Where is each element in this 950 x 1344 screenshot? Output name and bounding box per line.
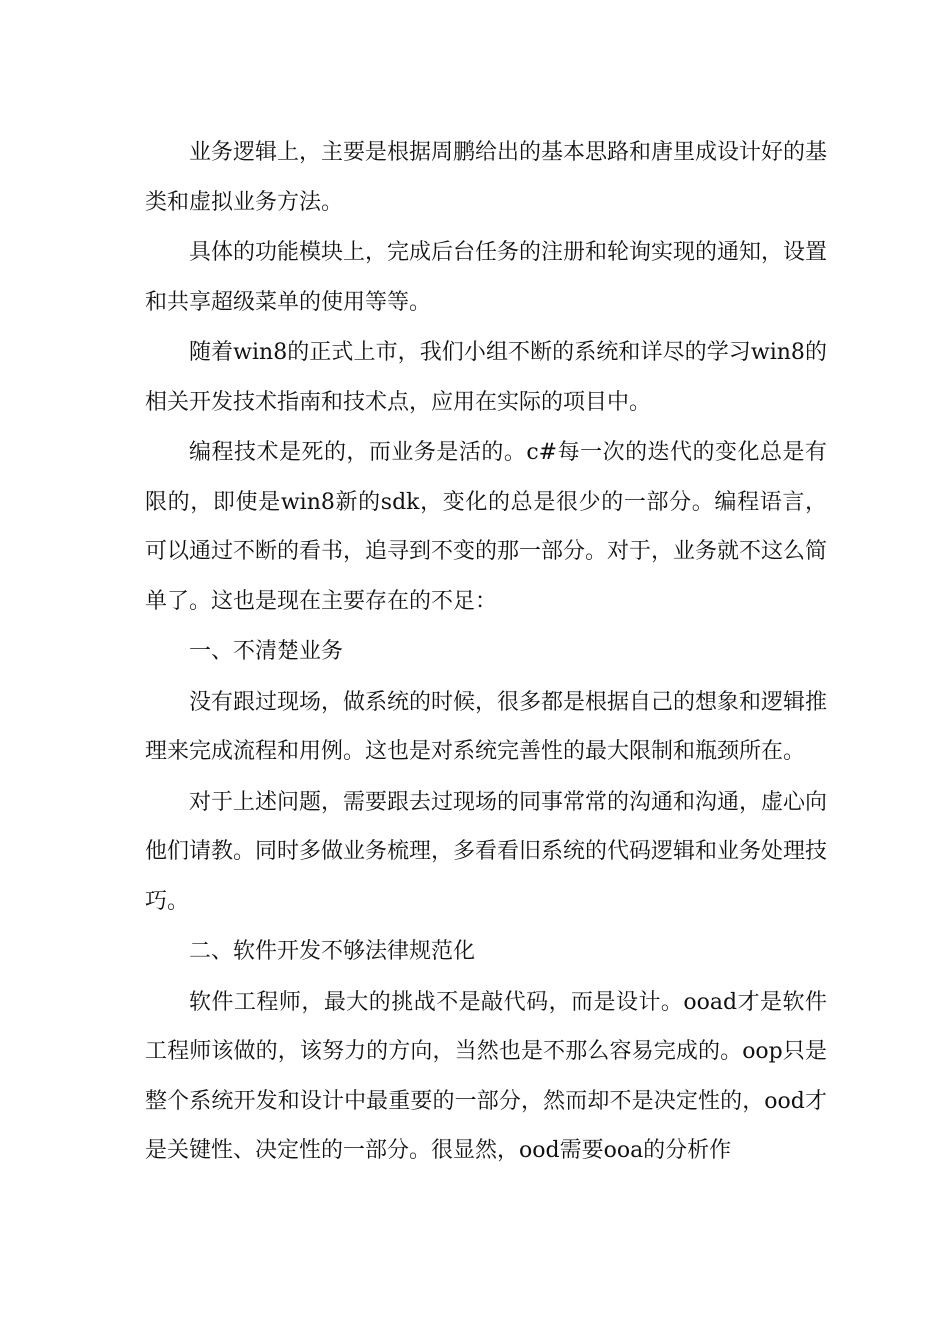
paragraph-no-field-experience: 没有跟过现场，做系统的时候，很多都是根据自己的想象和逻辑推理来完成流程和用例。这也是对系统完善性的最大限制和瓶颈所在。 (145, 689, 828, 764)
section-heading-nonstandard-development: 二、软件开发不够法律规范化 (189, 939, 476, 964)
paragraph-win8-learning: 随着win8的正式上市，我们小组不断的系统和详尽的学习win8的相关开发技术指南和技术点，应用在实际的项目中。 (145, 340, 827, 415)
paragraph-function-modules: 具体的功能模块上，完成后台任务的注册和轮询实现的通知，设置和共享超级菜单的使用等等。 (145, 240, 828, 315)
paragraph-ooad-design: 软件工程师，最大的挑战不是敲代码，而是设计。ooad才是软件工程师该做的，该努力的方向，当然也是不那么容易完成的。oop只是整个系统开发和设计中最重要的一部分，然而却不是决定性的，ood才是关键性、决定性的一部分。很显然，ood需要ooa的分析作 (145, 989, 827, 1163)
document-body (145, 128, 827, 1177)
paragraph-programming-vs-business: 编程技术是死的，而业务是活的。c#每一次的迭代的变化总是有限的，即使是win8新的sdk，变化的总是很少的一部分。编程语言，可以通过不断的看书，追寻到不变的那一部分。对于，业务就不这么简单了。这也是现在主要存在的不足： (145, 440, 828, 614)
paragraph-business-logic: 业务逻辑上，主要是根据周鹏给出的基本思路和唐里成设计好的基类和虚拟业务方法。 (145, 140, 828, 215)
paragraph-solution-communication: 对于上述问题，需要跟去过现场的同事常常的沟通和沟通，虚心向他们请教。同时多做业务梳理，多看看旧系统的代码逻辑和业务处理技巧。 (145, 789, 828, 914)
section-heading-unclear-business: 一、不清楚业务 (189, 639, 344, 664)
